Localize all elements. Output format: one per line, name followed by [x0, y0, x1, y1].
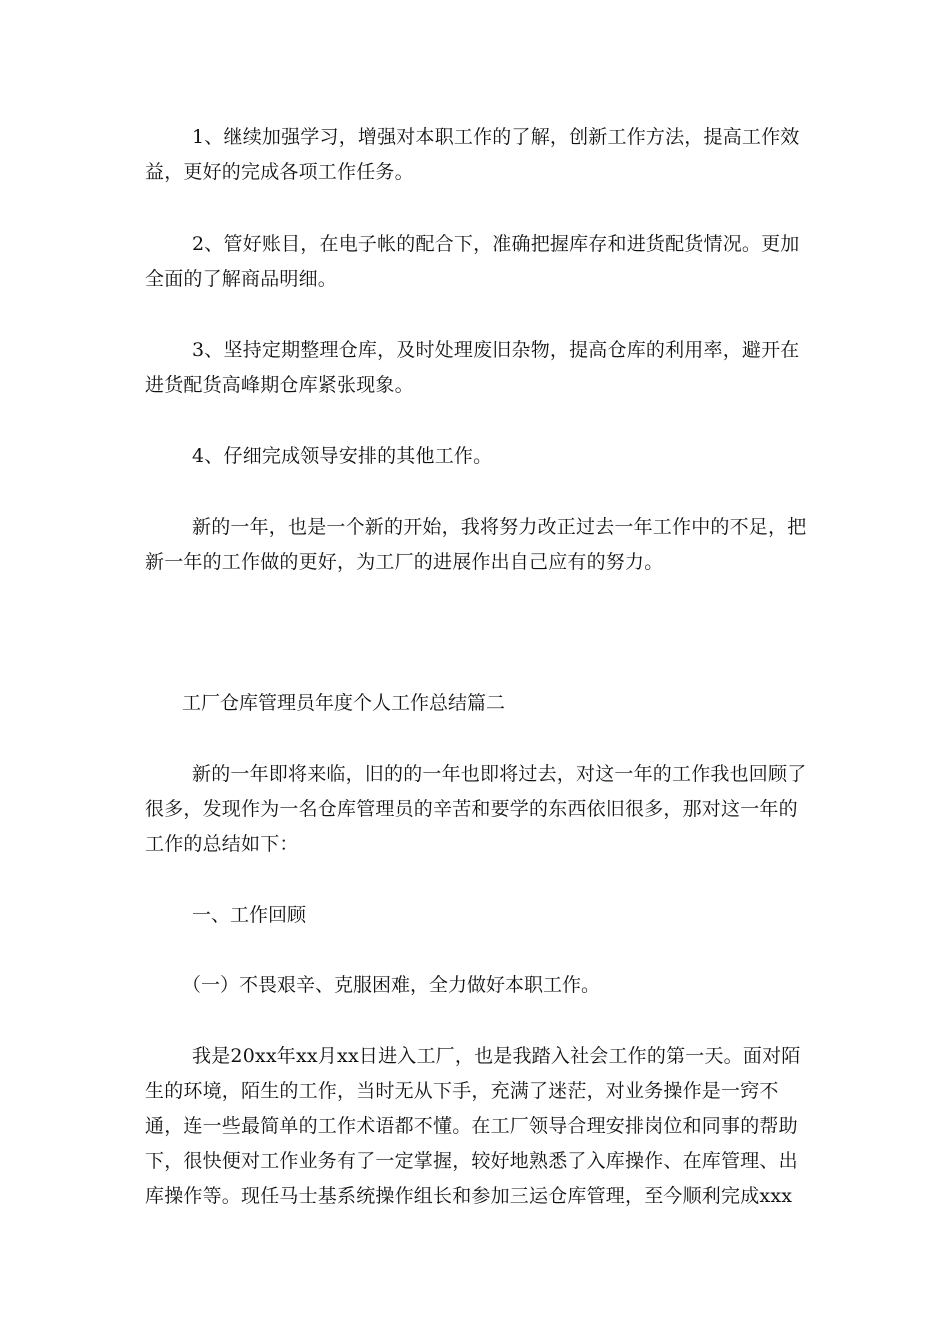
list-item-2: 2、管好账目，在电子帐的配合下，准确把握库存和进货配货情况。更加全面的了解商品明细。 — [145, 233, 800, 290]
list-item-4: 4、仔细完成领导安排的其他工作。 — [192, 445, 493, 467]
list-item-3: 3、坚持定期整理仓库，及时处理废旧杂物，提高仓库的利用率，避开在进货配货高峰期仓库紧张现象。 — [145, 339, 800, 396]
intro-paragraph: 新的一年即将来临，旧的的一年也即将过去，对这一年的工作我也回顾了很多，发现作为一名仓库管理员的辛苦和要学的东西依旧很多，那对这一年的工作的总结如下： — [145, 763, 807, 855]
section-title: 工厂仓库管理员年度个人工作总结篇二 — [182, 692, 506, 714]
subheading-work-1: （一）不畏艰辛、克服困难，全力做好本职工作。 — [182, 974, 601, 996]
list-item-1: 1、继续加强学习，增强对本职工作的了解，创新工作方法，提高工作效益，更好的完成各项工作任务。 — [145, 126, 800, 183]
closing-paragraph: 新的一年，也是一个新的开始，我将努力改正过去一年工作中的不足，把新一年的工作做的更好，为工厂的进展作出自己应有的努力。 — [145, 516, 807, 573]
heading-work-review: 一、工作回顾 — [192, 904, 307, 926]
body-paragraph: 我是20xx年xx月xx日进入工厂，也是我踏入社会工作的第一天。面对陌生的环境，陌生的工作，当时无从下手，充满了迷茫，对业务操作是一窍不通，连一些最简单的工作术语都不懂。在工厂领导合理安排岗位和同事的帮助下，很快便对工作业务有了一定掌握，较好地熟悉了入库操作、在库管理、出库操作等。现任马士基系统操作组长和参加三运仓库管理，至今顺利完成xxx — [145, 1045, 801, 1207]
